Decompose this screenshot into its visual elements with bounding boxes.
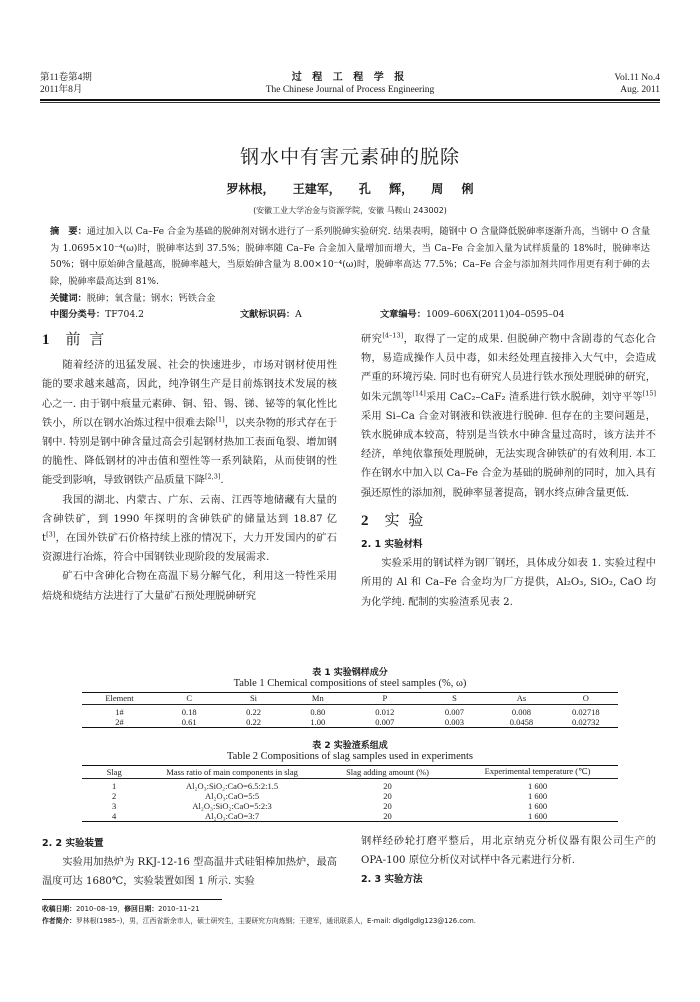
paper-title: 钢水中有害元素砷的脱除 (239, 146, 460, 168)
table-cell: 0.22 (246, 707, 261, 717)
table-cell: 1 600 (528, 781, 548, 791)
citation: [3] (46, 530, 56, 539)
issue-info-en (614, 72, 660, 96)
section-number: 2 (361, 512, 371, 529)
table1-steel-compositions (82, 692, 618, 728)
table-cell: 20 (383, 811, 392, 821)
table-row (82, 801, 618, 811)
left-column-bottom (42, 834, 337, 892)
table-header-row (82, 693, 618, 705)
table2-caption-cn: 表 2 实验渣系组成 (312, 741, 388, 751)
section-title: 实 验 (384, 510, 426, 529)
column-header: Slag adding amount (%) (318, 766, 457, 779)
table-cell: 20 (383, 801, 392, 811)
table-cell: 0.007 (375, 717, 395, 727)
table2-slag-compositions (82, 765, 618, 822)
author-list (0, 180, 700, 197)
doc-code-value: A (295, 309, 302, 320)
revised-date: 2010–11–21 (158, 905, 200, 913)
received-date: 2010–08–19， (75, 905, 125, 913)
column-header: S (420, 693, 490, 705)
author: 罗林根， (226, 182, 275, 196)
table-cell: 0.003 (444, 717, 465, 727)
journal-header (40, 72, 660, 102)
table-row (82, 717, 618, 728)
table-cell: 1 600 (528, 811, 548, 821)
table-row (82, 811, 618, 822)
table-header-row (82, 766, 618, 779)
table-cell: 4 (112, 811, 117, 821)
footnote-author-bio: 作者简介：罗林根(1985–)，男，江西省新余市人，硕士研究生，主要研究方向炼钢；王建军，通讯联系人，E-mail: dlgdlgdlg123@126.com. (42, 917, 476, 925)
author: 王建军， (292, 182, 341, 196)
table-cell: 0.007 (444, 707, 465, 717)
table2-caption-en: Table 2 Compositions of slag samples used in experiments (227, 751, 473, 762)
table-cell: 0.18 (181, 707, 197, 717)
table-cell: 1 (112, 781, 117, 791)
column-header: Mn (286, 693, 350, 705)
citation: [1] (215, 415, 225, 424)
date-cn: 2011年8月 (40, 85, 83, 95)
section-heading-experiment (361, 511, 656, 531)
paragraph-continued: 钢样经砂轮打磨平整后，用北京纳克分析仪器有限公司生产的 OPA-100 原位分析仪对试样中各元素进行分析. (361, 836, 656, 867)
table1-caption-cn: 表 1 实验钢样成分 (312, 668, 388, 678)
table-cell: 1 600 (528, 801, 548, 811)
table-cell: 0.22 (246, 717, 261, 727)
table-cell: 20 (383, 781, 392, 791)
clc-label: 中图分类号： (50, 309, 106, 320)
table-cell: 0.02732 (572, 717, 600, 727)
table-cell: 1# (115, 707, 124, 717)
table-cell: 2# (115, 717, 124, 727)
column-header: Experimental temperature (℃) (457, 766, 618, 779)
keywords-text: 脱砷；氧含量；钢水；钙铁合金 (86, 293, 216, 304)
footnote-dates: 收稿日期：2010–08–19，修回日期：2010–11–21 (42, 905, 200, 913)
column-header: C (157, 693, 221, 705)
table-cell: 3 (112, 801, 117, 811)
volume-en: Vol.11 No.4 (614, 73, 660, 83)
column-header: As (489, 693, 553, 705)
table-cell: 0.008 (511, 707, 532, 717)
author: 孔 辉， (358, 182, 414, 196)
section-number: 1 (42, 332, 52, 348)
table-cell: 2 (112, 791, 117, 801)
table-cell: 0.012 (375, 707, 395, 717)
table-cell: 1 600 (528, 791, 548, 801)
footnote-rule (42, 899, 222, 900)
subsection-heading-materials: 2. 1 实验材料 (361, 539, 423, 551)
right-column (361, 330, 656, 612)
table-cell: 0.80 (310, 707, 326, 717)
header-rule-thick (40, 99, 660, 101)
column-header: Si (221, 693, 285, 705)
table-row (82, 705, 618, 718)
citation: [2,3] (205, 473, 221, 482)
doc-code-label: 文献标识码： (240, 309, 296, 320)
table-cell: 20 (383, 791, 392, 801)
journal-name (40, 72, 660, 96)
table-cell: Al₂O₃:SiO₂:CaO=5:2:3 (192, 801, 272, 811)
article-no-label: 文章编号： (380, 309, 426, 320)
column-header: Mass ratio of main components in slag (146, 766, 318, 779)
table-cell: 0.61 (181, 717, 197, 727)
subsection-heading-apparatus: 2. 2 实验装置 (42, 838, 104, 849)
date-en: Aug. 2011 (620, 85, 660, 95)
journal-name-cn: 过 程 工 程 学 报 (291, 72, 409, 83)
citation: [14] (412, 389, 426, 398)
clc-value: TF704.2 (105, 309, 144, 320)
table-cell: 0.02718 (572, 707, 600, 717)
paragraph: 矿石中含砷化合物在高温下易分解气化，利用这一特性采用焙烧和烧结方法进行了大量矿石预处理脱砷研究 (42, 571, 337, 602)
section-heading-intro (42, 330, 337, 350)
abstract-text: 通过加入以 Ca–Fe 合金为基础的脱砷剂对钢水进行了一系列脱砷实验研究. 结果表明，随钢中 O 含量降低脱砷率逐渐升高，当钢中 O 含量为 1.0695×10⁻⁴(ω)时，脱砷率达到 37.5%；脱砷率随 Ca–Fe 合金加入量增加而增大，当 Ca–Fe 合金加入量为试样质量的 18%时，脱砷率达 50%；钢中原始砷含量越高，脱砷率越大，当原始砷含量为 8.00×10⁻⁴(ω)时，脱砷率高达 77.5%；Ca–Fe 合金与添加剂共同作用更有利于砷的去除，脱砷率最高达到 81%. (50, 226, 651, 287)
author: 周 俐 (431, 182, 474, 196)
subsection-heading-method: 2. 3 实验方法 (361, 874, 423, 886)
journal-name-en: The Chinese Journal of Process Engineering (265, 85, 435, 95)
table-cell: Al₂O₃:SiO₂:CaO=6.5:2:1.5 (186, 781, 279, 791)
paragraph: 我国的湖北、内蒙古、广东、云南、江西等地储藏有大量的含砷铁矿，到 1990 年探明的含砷铁矿的储量达到 18.87 亿 t[3]，在国外铁矿石价格持续上涨的情况下，大力开发国内的矿石资源进行冶炼，符合中国钢铁业现阶段的发展需求. (42, 494, 337, 564)
table-cell: Al₂O₃:CaO=3:7 (204, 811, 260, 821)
table-cell: 1.00 (310, 717, 326, 727)
left-column (42, 330, 337, 606)
volume-cn: 第11卷第4期 (40, 73, 92, 83)
citation: [15] (642, 389, 656, 398)
paragraph: 实验采用的钢试样为钢厂钢坯，具体成分如表 1. 实验过程中所用的 Al 和 Ca–Fe 合金均为厂方提供，Al₂O₃, SiO₂, CaO 均为化学纯. 配制的实验渣系见表 2. (361, 558, 656, 608)
paragraph-continued: 研究[4–13]，取得了一定的成果. 但脱砷产物中含剧毒的气态化合物，易造成操作人员中毒，如未经处理直接排入大气中，会造成严重的环境污染. 同时也有研究人员进行铁水预处理脱砷的研究，如朱元凯等[14]采用 CaC₂–CaF₂ 渣系进行铁水脱砷，刘守平等[15]采用 Si–Ca 合金对钢液和铁液进行脱砷. 但存在的主要问题是，铁水脱砷成本较高，特别是当铁水中砷含量过高时，该方法并不经济，单纯依靠预处理脱砷，无法实现含砷铁矿的有效利用. 本工作在钢水中加入以 Ca–Fe 合金为基础的脱砷剂的同时，加入具有强还原性的添加剂，脱砷率显著提高，钢水终点砷含量更低. (361, 331, 656, 499)
section-title: 前 言 (65, 330, 107, 348)
column-header: Slag (82, 766, 146, 779)
table-cell: 0.0458 (509, 717, 534, 727)
column-header: O (554, 693, 618, 705)
paragraph: 实验用加热炉为 RKJ-12-16 型高温井式硅钼棒加热炉，最高温度可达 1680℃，实验装置如图 1 所示. 实验 (42, 857, 337, 888)
classification-line (50, 308, 650, 322)
table-row (82, 779, 618, 792)
table-row (82, 791, 618, 801)
table1-caption-en: Table 1 Chemical compositions of steel samples (%, ω) (233, 678, 467, 689)
header-rule-thin (40, 102, 660, 103)
table-cell: Al₂O₃:CaO=5:5 (204, 791, 260, 801)
affiliation: (安徽工业大学冶金与资源学院，安徽 马鞍山 243002) (253, 206, 447, 215)
keywords-label: 关键词： (50, 293, 87, 304)
author-bio: 罗林根(1985–)，男，江西省新余市人，硕士研究生，主要研究方向炼钢；王建军，通讯联系人，E-mail: dlgdlgdlg123@126.com. (75, 917, 476, 925)
citation: [4–13] (382, 331, 404, 340)
abstract-label: 摘 要： (50, 226, 87, 237)
paragraph: 随着经济的迅猛发展、社会的快速进步，市场对钢材使用性能的要求越来越高，因此，纯净钢生产是目前炼钢技术发展的核心之一. 由于钢中痕量元素砷、铜、铅、锡、锑、铋等的氧化性比铁小，所以在钢水冶炼过程中很难去除[1]，以夹杂物的形式存在于钢中. 特别是钢中砷含量过高会引起钢材热加工表面龟裂、增加钢的脆性、降低钢材的冲击值和塑性等一系列缺陷，从而使钢的性能受到影响，导致钢铁产品质量下降[2,3]. (42, 360, 338, 487)
article-no-value: 1009–606X(2011)04–0595–04 (425, 309, 565, 320)
abstract (50, 224, 650, 290)
column-header: Element (82, 693, 157, 705)
right-column-bottom (361, 832, 656, 890)
keywords (50, 291, 650, 308)
column-header: P (350, 693, 420, 705)
